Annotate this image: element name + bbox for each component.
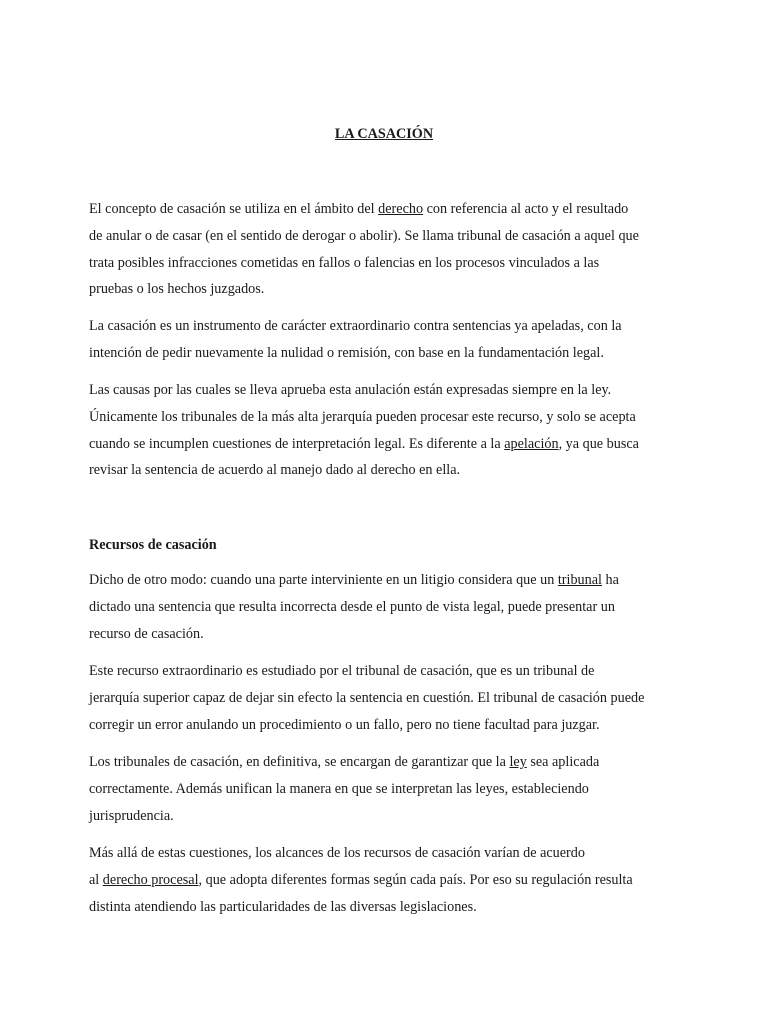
- section-heading: Recursos de casación: [89, 537, 217, 553]
- paragraph-line: Los tribunales de casación, en definitiva, se encargan de garantizar que la ley sea aplicada: [89, 754, 600, 770]
- paragraph-line: jerarquía superior capaz de dejar sin efecto la sentencia en cuestión. El tribunal de casación puede: [89, 689, 645, 706]
- paragraph-causes: [89, 377, 689, 484]
- paragraph-line: pruebas o los hechos juzgados.: [89, 281, 265, 298]
- link-derecho-procesal[interactable]: derecho procesal: [102, 871, 199, 888]
- paragraph-line: de anular o de casar (en el sentido de derogar o abolir). Se llama tribunal de casación a aquel que: [89, 227, 639, 244]
- paragraph-tribunals: [89, 749, 689, 829]
- paragraph-instrument: [89, 313, 689, 367]
- link-apelacion[interactable]: apelación: [504, 435, 559, 452]
- paragraph-line: trata posibles infracciones cometidas en fallos o falencias en los procesos vinculados a las: [89, 254, 600, 271]
- paragraph-line: al derecho procesal, que adopta diferentes formas según cada país. Por eso su regulación resulta: [89, 871, 633, 888]
- paragraph-definition: [89, 196, 689, 303]
- paragraph-other-words: [89, 567, 689, 647]
- paragraph-line: Dicho de otro modo: cuando una parte interviniente en un litigio considera que un tribunal ha: [89, 572, 619, 588]
- paragraph-line: cuando se incumplen cuestiones de interpretación legal. Es diferente a la apelación, ya que busca: [89, 435, 639, 452]
- paragraph-line: Únicamente los tribunales de la más alta jerarquía pueden procesar este recurso, y solo se acepta: [89, 408, 636, 425]
- paragraph-line: revisar la sentencia de acuerdo al manejo dado al derecho en ella.: [89, 462, 461, 479]
- paragraph-line: Este recurso extraordinario es estudiado por el tribunal de casación, que es un tribunal de: [89, 663, 595, 679]
- paragraph-line: La casación es un instrumento de carácter extraordinario contra sentencias ya apeladas, con la: [89, 318, 622, 334]
- paragraph-scope: [89, 840, 689, 920]
- document-title: LA CASACIÓN: [334, 126, 434, 142]
- link-tribunal[interactable]: tribunal: [557, 572, 602, 588]
- paragraph-line: jurisprudencia.: [89, 807, 174, 824]
- paragraph-line: distinta atendiendo las particularidades de las diversas legislaciones.: [89, 898, 477, 915]
- paragraph-line: dictado una sentencia que resulta incorrecta desde el punto de vista legal, puede presentar un: [89, 598, 615, 615]
- paragraph-line: intención de pedir nuevamente la nulidad o remisión, con base en la fundamentación legal.: [89, 344, 604, 361]
- link-derecho[interactable]: derecho: [378, 201, 424, 217]
- paragraph-line: El concepto de casación se utiliza en el ámbito del derecho con referencia al acto y el resultado: [89, 201, 629, 217]
- link-ley[interactable]: ley: [509, 754, 527, 770]
- paragraph-line: Las causas por las cuales se lleva aprueba esta anulación están expresadas siempre en la ley.: [89, 382, 612, 398]
- paragraph-line: correctamente. Además unifican la manera en que se interpretan las leyes, estableciendo: [89, 780, 589, 797]
- paragraph-line: Más allá de estas cuestiones, los alcances de los recursos de casación varían de acuerdo: [89, 845, 585, 861]
- paragraph-line: corregir un error anulando un procedimiento o un fallo, pero no tiene facultad para juzgar.: [89, 716, 600, 733]
- paragraph-extraordinary: [89, 658, 689, 738]
- paragraph-line: recurso de casación.: [89, 625, 204, 642]
